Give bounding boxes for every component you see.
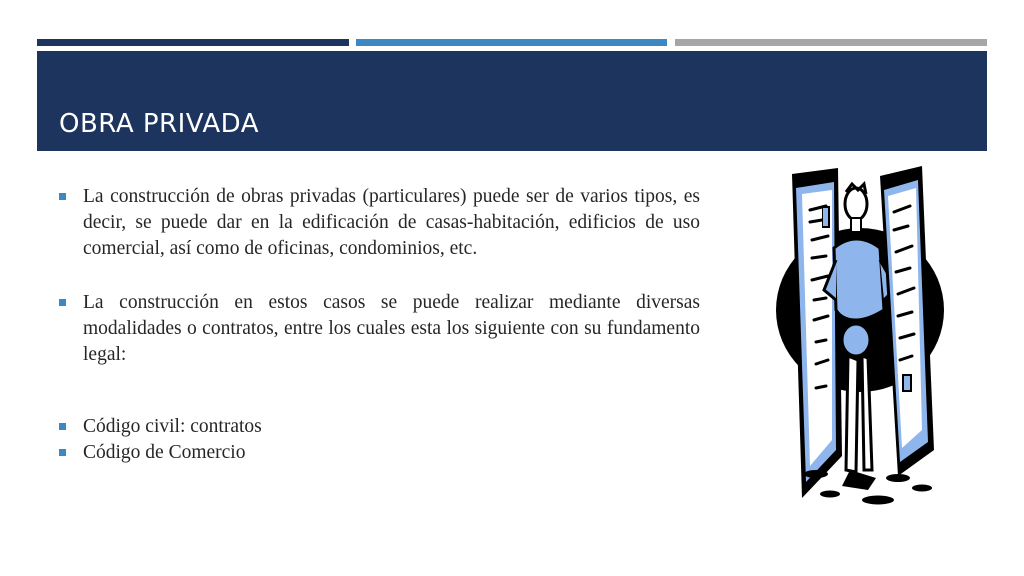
bullet-text: La construcción en estos casos se puede realizar mediante diversas modalidades o contratos, entre los cuales esta los siguiente con su fundamento legal:	[83, 292, 700, 365]
square-bullet-icon	[59, 423, 66, 430]
bullet-item	[58, 184, 700, 262]
bullet-item	[58, 440, 700, 466]
person-reading-documents-icon	[772, 160, 952, 510]
bullet-text: La construcción de obras privadas (particulares) puede ser de varios tipos, es decir, se puede dar en la edificación de casas-habitación, edificios de uso comercial, así como de oficinas, condominios, etc.	[83, 186, 700, 259]
slide-title: OBRA PRIVADA	[59, 109, 260, 139]
accent-bar-gray	[675, 39, 987, 46]
bullet-text: Código civil: contratos	[83, 416, 262, 437]
title-band	[37, 51, 987, 151]
bullet-item	[58, 290, 700, 368]
bullet-text: Código de Comercio	[83, 442, 246, 463]
square-bullet-icon	[59, 299, 66, 306]
left-document-icon	[792, 168, 842, 498]
bullet-list	[58, 184, 700, 466]
square-bullet-icon	[59, 449, 66, 456]
accent-bar-blue	[356, 39, 667, 46]
accent-bar-dark	[37, 39, 349, 46]
square-bullet-icon	[59, 193, 66, 200]
bullet-item	[58, 414, 700, 440]
